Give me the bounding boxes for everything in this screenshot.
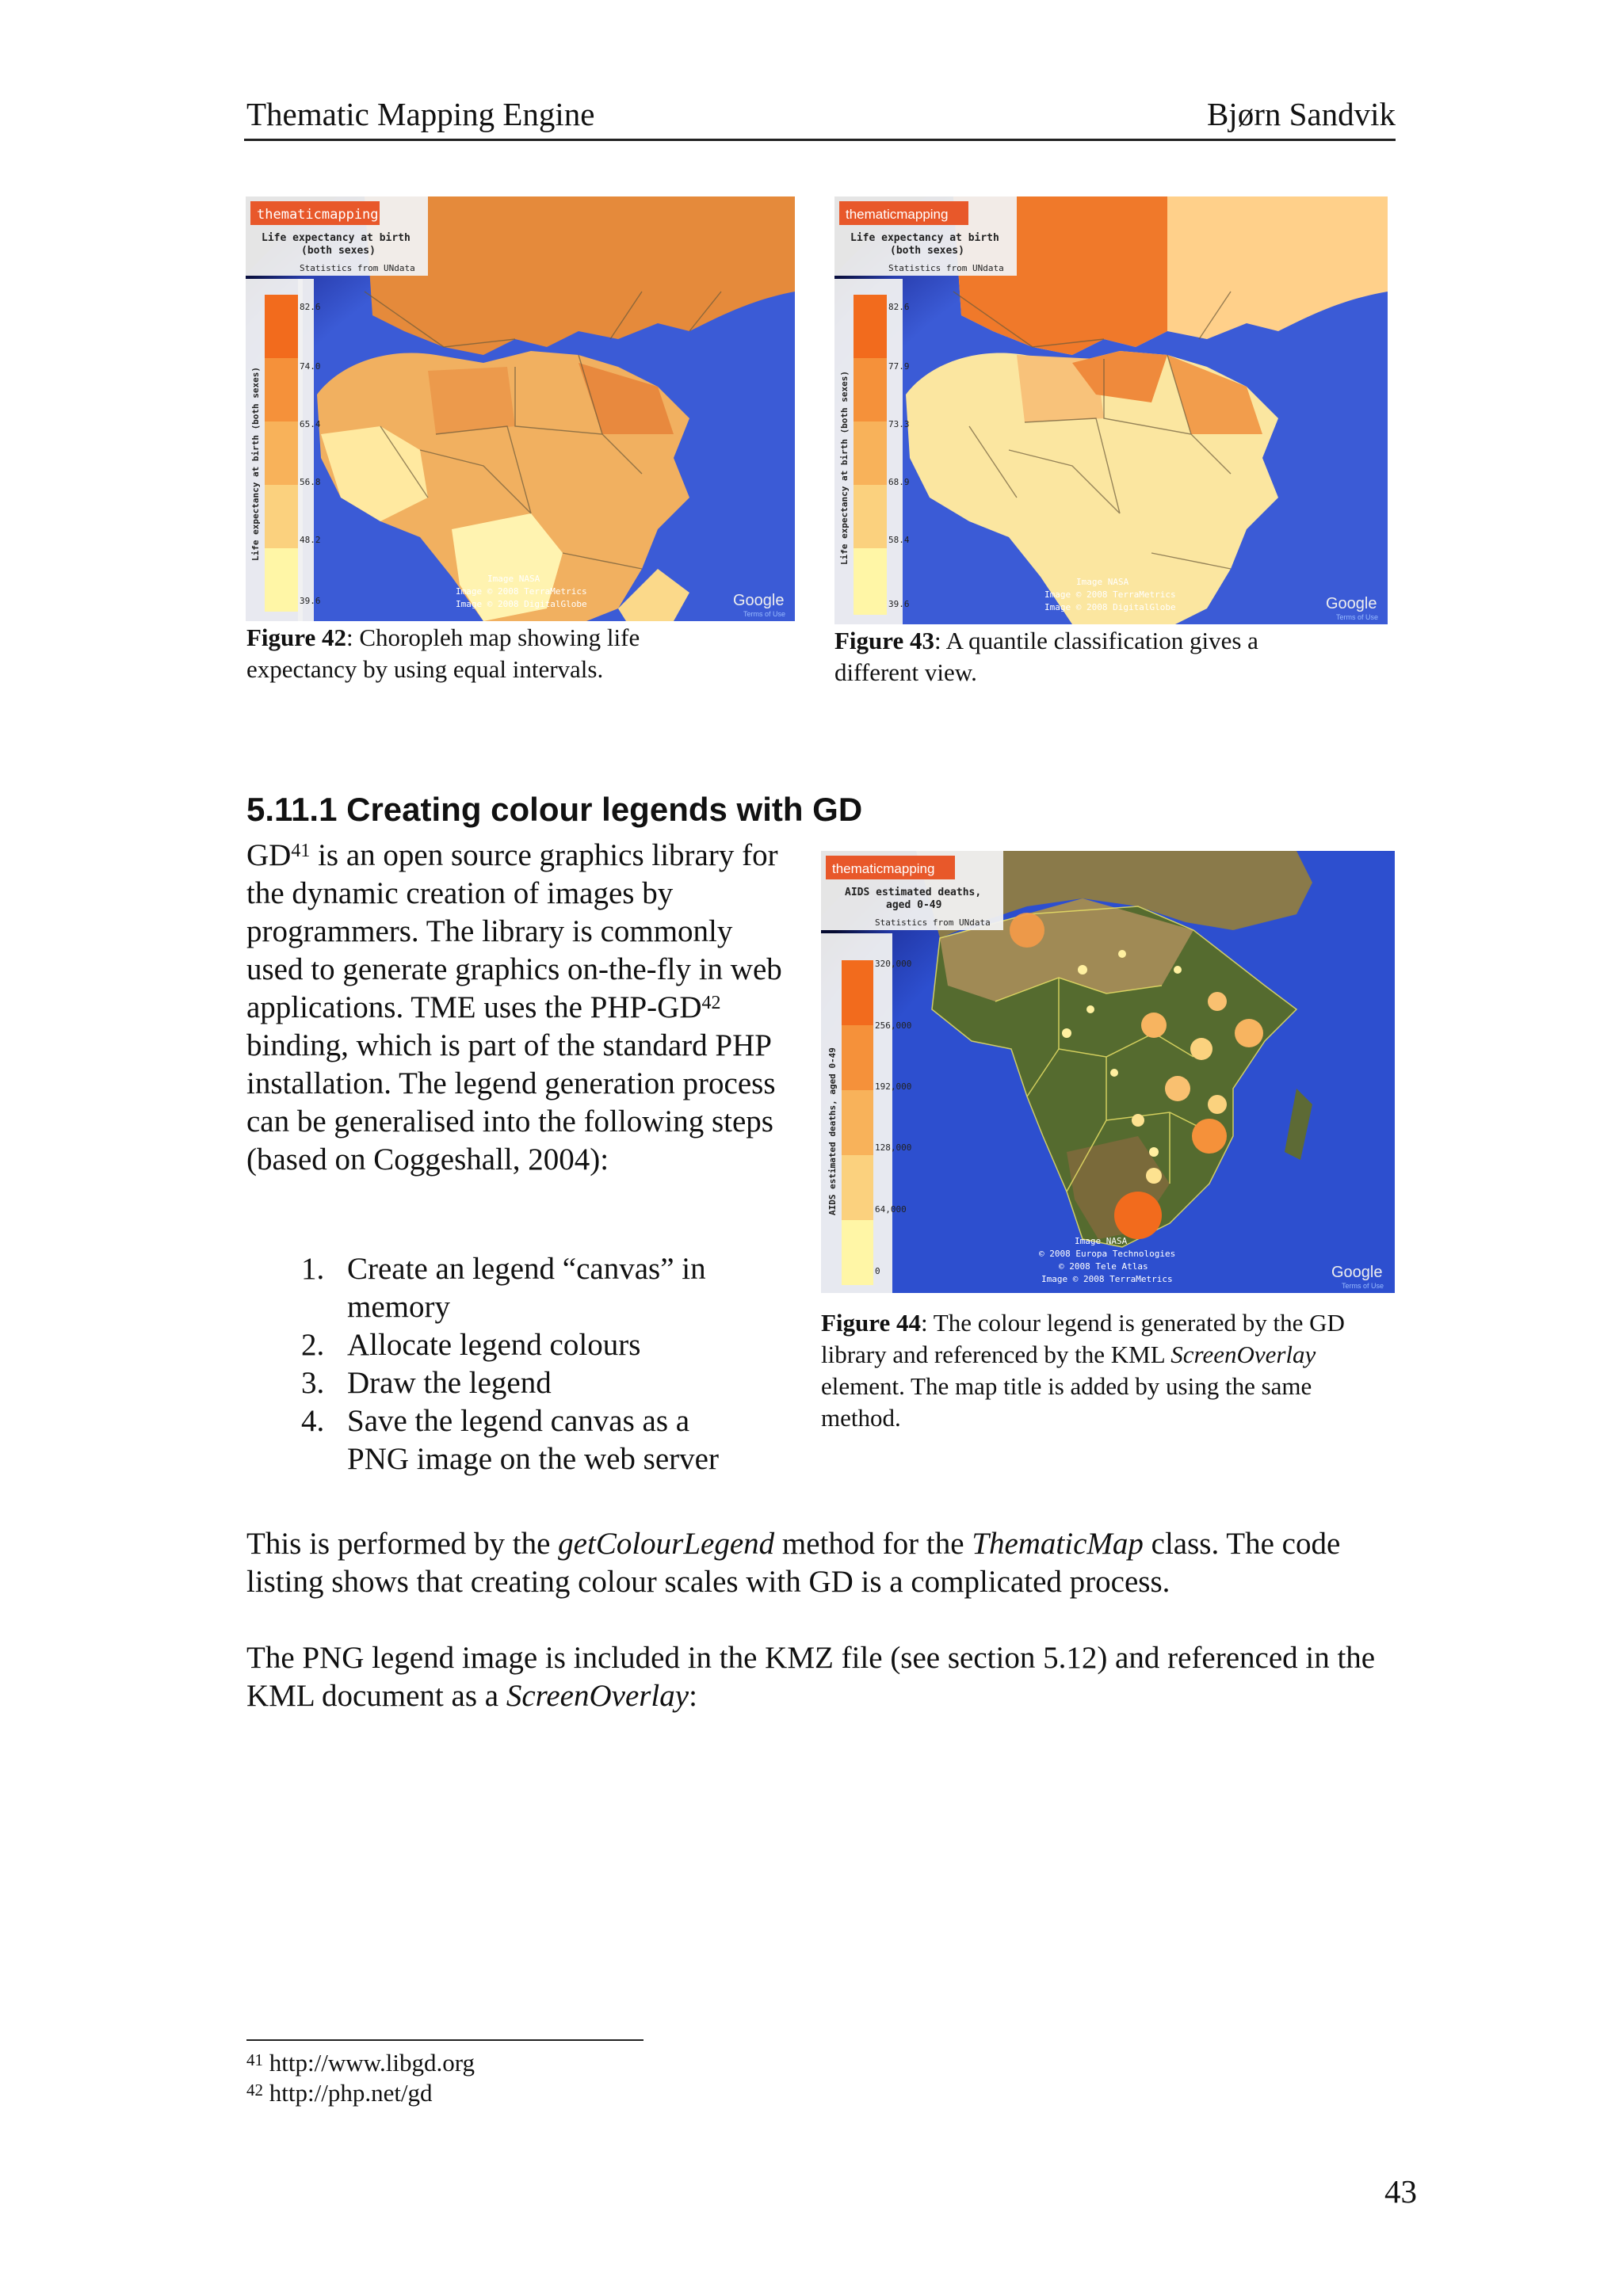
brand-logo: thematicmapping (832, 861, 935, 876)
brand-logo: thematicmapping (257, 207, 379, 223)
legend-title-line2: aged 0-49 (886, 899, 942, 911)
legend-title-line1: Life expectancy at birth (262, 232, 411, 244)
caption-text: : Choropleh map showing life expectancy by using equal intervals. (246, 624, 640, 683)
legend-source: Statistics from UNdata (888, 263, 1004, 273)
terms-link[interactable]: Terms of Use (743, 610, 786, 618)
tick-label: 73.3 (888, 419, 910, 429)
credit-text: Image NASA (1075, 1236, 1128, 1246)
legend-axis-label: Life expectancy at birth (both sexes) (839, 370, 850, 565)
tick-label: 192,000 (875, 1081, 912, 1092)
legend-axis-label: AIDS estimated deaths, aged 0-49 (827, 1047, 838, 1215)
section-heading: 5.11.1 Creating colour legends with GD (246, 791, 863, 828)
brand-logo: thematicmapping (846, 207, 949, 222)
list-item: 1. Create an legend “canvas” in memory (301, 1252, 706, 1324)
figure-42-caption (246, 622, 754, 685)
paragraph-png-legend: The PNG legend image is included in the KMZ file (see section 5.12) and referenced in the KML document as a ScreenOverlay: (246, 1641, 1376, 1713)
caption-label: Figure 44 (821, 1309, 921, 1337)
footnote-rule (246, 2039, 643, 2041)
figure-44-map (821, 851, 1395, 1293)
list-item: 3. Draw the legend (301, 1366, 552, 1400)
tick-label: 39.6 (300, 596, 321, 606)
figure-42-map (246, 196, 795, 621)
legend-title-line2: (both sexes) (301, 245, 376, 257)
list-item: 2. Allocate legend colours (301, 1328, 641, 1362)
caption-label: Figure 43 (834, 627, 934, 654)
running-header-author: Bjørn Sandvik (1206, 96, 1396, 132)
figure-44-caption: Figure 44: The colour legend is generated by the GD library and referenced by the KML ScreenOverlay element. The map title is added by using the same method. (821, 1309, 1345, 1432)
credit-text: Image © 2008 DigitalGlobe (1044, 602, 1176, 612)
footnote-ref-41[interactable]: 41 (291, 841, 311, 861)
legend-axis-label: Life expectancy at birth (both sexes) (250, 366, 261, 561)
credit-text: © 2008 Europa Technologies (1039, 1249, 1176, 1259)
credit-text: Image NASA (1076, 577, 1129, 587)
tick-label: 82.6 (300, 302, 321, 312)
tick-label: 64,000 (875, 1204, 907, 1215)
figure-43-caption (834, 625, 1342, 688)
google-logo: Google (1326, 595, 1377, 612)
tick-label: 0 (875, 1266, 880, 1276)
tick-label: 74.0 (300, 361, 321, 372)
terms-link[interactable]: Terms of Use (1336, 613, 1379, 621)
credit-text: Image © 2008 DigitalGlobe (456, 599, 587, 609)
running-header-title: Thematic Mapping Engine (246, 96, 595, 132)
legend-title-line2: (both sexes) (890, 245, 964, 257)
tick-label: 77.9 (888, 361, 910, 372)
tick-label: 82.6 (888, 302, 910, 312)
tick-label: 256,000 (875, 1020, 912, 1031)
google-logo: Google (1331, 1264, 1383, 1281)
page-number: 43 (1384, 2173, 1417, 2210)
footnote-link[interactable]: http://php.net/gd (269, 2079, 433, 2107)
intro-paragraph: GD$^{41}$ is an open source graphics library for the dynamic creation of images by programmers. The library is commonly used to generate graphics on-the-fly in web applications. TME uses the PHP-GD$^{42}$ binding, which is part of the standard PHP installation. The legend generation process can be generalised into the following steps (based on Coggeshall, 2004): (246, 838, 782, 1177)
credit-text: Image © 2008 TerraMetrics (456, 586, 587, 597)
footnote-link[interactable]: http://www.libgd.org (269, 2049, 475, 2077)
legend-title-line1: Life expectancy at birth (850, 232, 999, 244)
credit-text: © 2008 Tele Atlas (1059, 1261, 1148, 1272)
caption-label: Figure 42 (246, 624, 346, 651)
google-logo: Google (733, 592, 785, 609)
tick-label: 39.6 (888, 599, 910, 609)
legend-steps-list (301, 1250, 791, 1478)
tick-label: 320,000 (875, 959, 912, 969)
list-item: 4. Save the legend canvas as a PNG image on the web server (301, 1404, 719, 1476)
tick-label: 48.2 (300, 535, 321, 545)
tick-label: 56.8 (300, 477, 321, 487)
footnote-42: $^{42}$ http://php.net/gd (246, 2079, 433, 2107)
figure-43-map (834, 196, 1388, 624)
legend-source: Statistics from UNdata (875, 917, 991, 928)
tick-label: 65.4 (300, 419, 321, 429)
legend-source: Statistics from UNdata (300, 263, 415, 273)
header-rule (244, 139, 1396, 141)
caption-text: : A quantile classification gives a different view. (834, 627, 1258, 686)
tick-label: 128,000 (875, 1142, 912, 1153)
legend-title-line1: AIDS estimated deaths, (845, 887, 982, 898)
footnote-ref-42[interactable]: 42 (701, 993, 721, 1013)
credit-text: Image NASA (487, 574, 540, 584)
paragraph-getcolourlegend: This is performed by the getColourLegend method for the ThematicMap class. The code listing shows that creating colour scales with GD is a complicated process. (246, 1527, 1341, 1599)
credit-text: Image © 2008 TerraMetrics (1044, 589, 1176, 600)
tick-label: 58.4 (888, 535, 910, 545)
tick-label: 68.9 (888, 477, 910, 487)
footnote-41: $^{41}$ http://www.libgd.org (246, 2049, 475, 2077)
terms-link[interactable]: Terms of Use (1342, 1282, 1384, 1290)
credit-text: Image © 2008 TerraMetrics (1041, 1274, 1173, 1284)
